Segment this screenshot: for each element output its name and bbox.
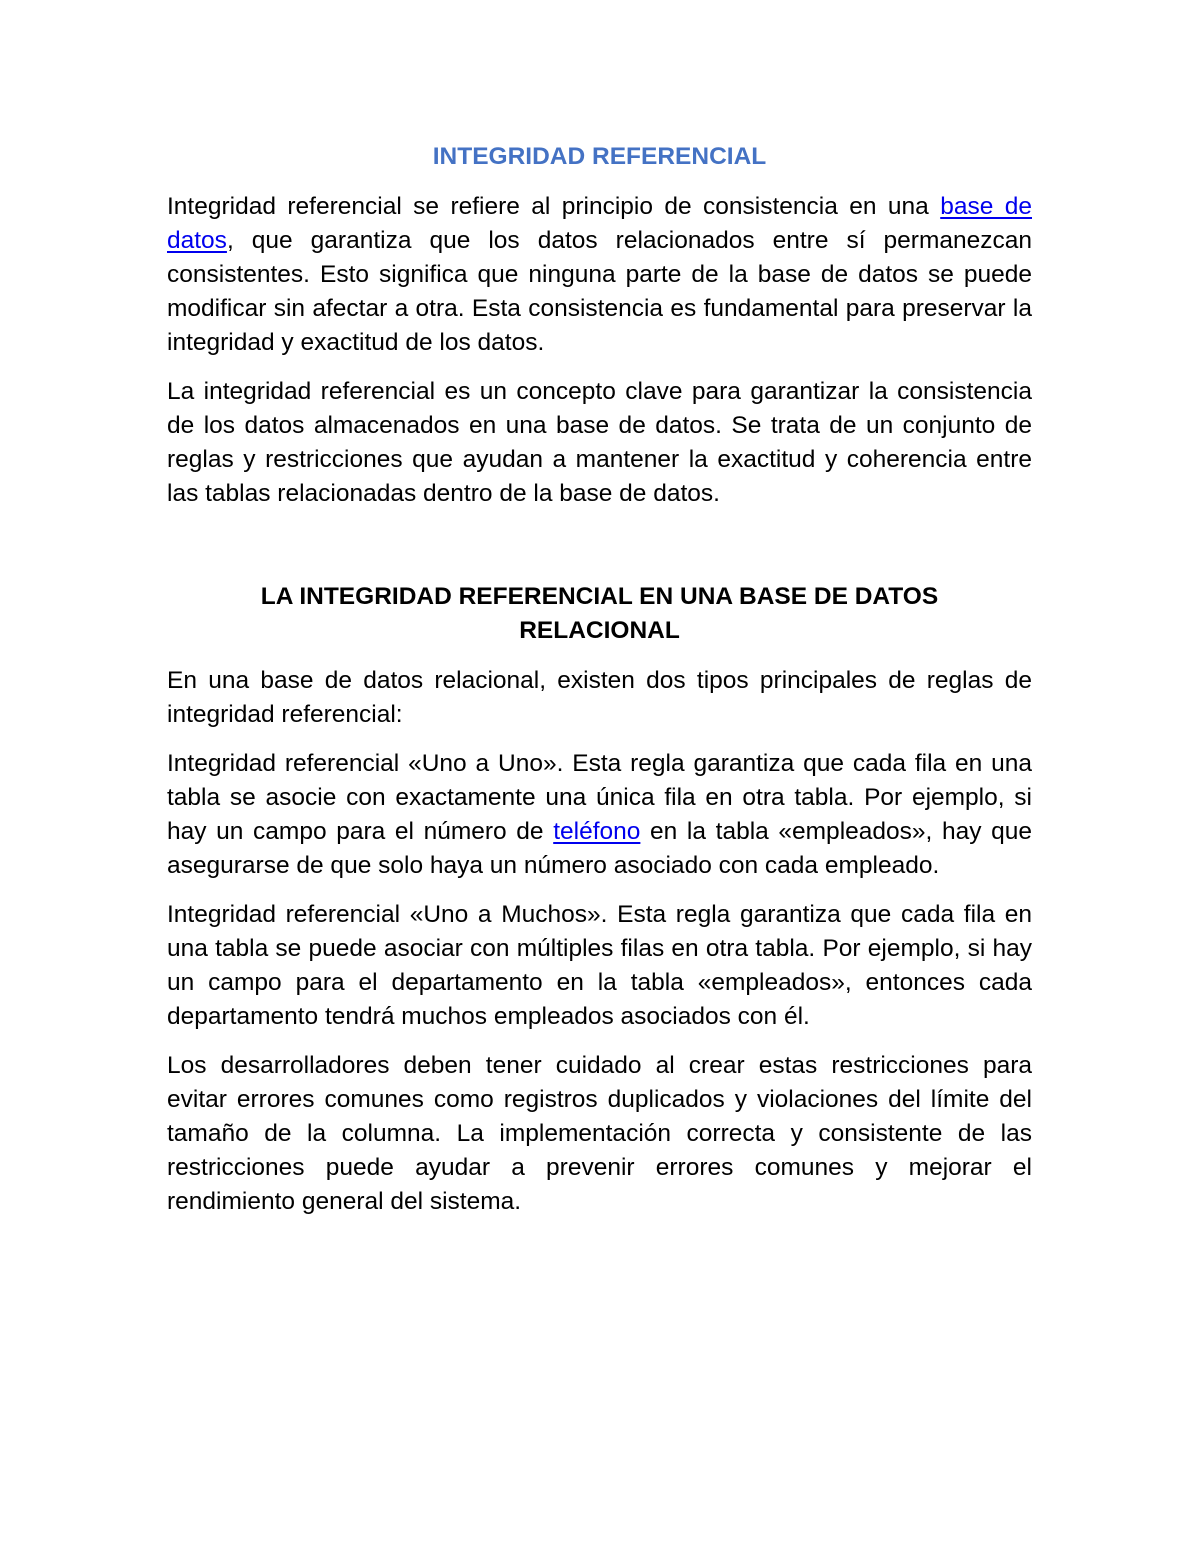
paragraph-one-to-one [167, 747, 1032, 883]
base-de-datos-link[interactable]: base de datos [167, 193, 1032, 254]
telefono-link[interactable]: teléfono [553, 818, 641, 845]
paragraph-one-to-many: Integridad referencial «Uno a Muchos». Esta regla garantiza que cada fila en una tabla se puede asociar con múltiples filas en otra tabla. Por ejemplo, si hay un campo para el departamento en la tabla «empleados», entonces cada departamento tendrá muchos empleados asociados con él. [167, 901, 1032, 1030]
document-body [167, 140, 1032, 1234]
section-spacer [167, 526, 1032, 580]
paragraph-intro-text-after: , que garantiza que los datos relacionados entre sí permanezcan consistentes. Esto significa que ninguna parte de la base de datos se puede modificar sin afectar a otra. Esta consistencia es fundamental para preservar la integridad y exactitud de los datos. [167, 227, 1032, 356]
paragraph-intro [167, 190, 1032, 360]
paragraph-one-to-one-text-before: Integridad referencial «Uno a Uno». Esta regla garantiza que cada fila en una tabla se asocie con exactamente una única fila en otra tabla. Por ejemplo, si hay un campo para el número de [167, 750, 1032, 845]
paragraph-one-to-one-text-after: en la tabla «empleados», hay que asegurarse de que solo haya un número asociado con cada empleado. [167, 818, 1032, 879]
paragraph-intro-text-before: Integridad referencial se refiere al principio de consistencia en una [167, 193, 941, 220]
paragraph-types-intro: En una base de datos relacional, existen dos tipos principales de reglas de integridad referencial: [167, 667, 1032, 728]
document-title: INTEGRIDAD REFERENCIAL [432, 143, 767, 170]
paragraph-concept: La integridad referencial es un concepto clave para garantizar la consistencia de los datos almacenados en una base de datos. Se trata de un conjunto de reglas y restricciones que ayudan a mantener la exactitud y coherencia entre las tablas relacionadas dentro de la base de datos. [167, 378, 1032, 507]
paragraph-developers: Los desarrolladores deben tener cuidado al crear estas restricciones para evitar errores comunes como registros duplicados y violaciones del límite del tamaño de la columna. La implementación correcta y consistente de las restricciones puede ayudar a prevenir errores comunes y mejorar el rendimiento general del sistema. [167, 1052, 1032, 1215]
section-heading: LA INTEGRIDAD REFERENCIAL EN UNA BASE DE DATOS RELACIONAL [260, 583, 939, 644]
